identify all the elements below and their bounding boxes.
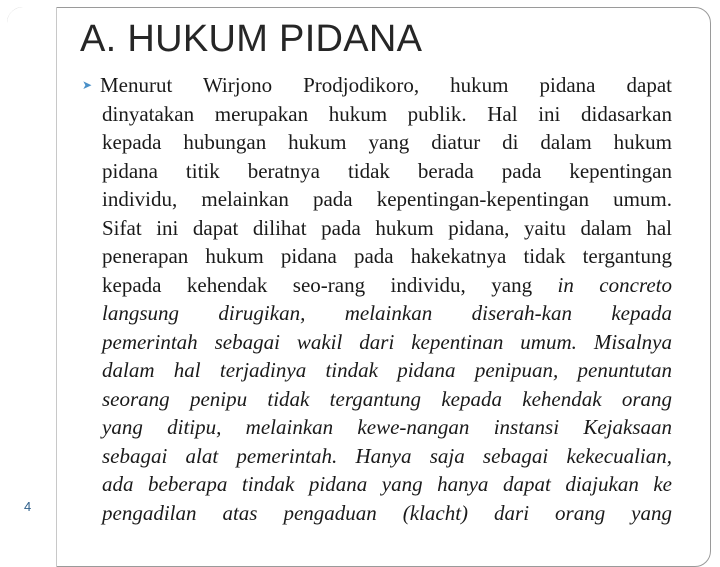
body-line: pengadilan atas pengaduan (klacht) dari orang yang bbox=[102, 500, 672, 525]
body-line: sebagai alat pemerintah. Hanya saja sebagai kekecualian, bbox=[102, 443, 672, 468]
body-line: ada beberapa tindak pidana yang hanya dapat diajukan ke bbox=[102, 472, 672, 496]
bullet-paragraph bbox=[82, 71, 672, 527]
body-line: pemerintah sebagai wakil dari kepentinan umum. Misalnya bbox=[102, 329, 672, 354]
body-line: pidana titik beratnya tidak berada pada kepentingan bbox=[102, 158, 672, 183]
slide-body bbox=[82, 71, 672, 527]
slide-title: A. HUKUM PIDANA bbox=[80, 18, 423, 60]
body-line bbox=[102, 271, 672, 300]
page-number: 4 bbox=[24, 499, 32, 514]
body-line: dinyatakan merupakan hukum publik. Hal ini didasarkan bbox=[102, 101, 672, 126]
line-italic-tail: in concreto bbox=[557, 272, 672, 297]
bullet-icon: ➤ bbox=[82, 78, 93, 92]
line-text: Menurut Wirjono Prodjodikoro, hukum pidana dapat bbox=[100, 73, 672, 97]
body-line: seorang penipu tidak tergantung kepada kehendak orang bbox=[102, 386, 672, 411]
body-line bbox=[82, 71, 672, 100]
body-line: Sifat ini dapat dilihat pada hukum pidana, yaitu dalam hal bbox=[102, 215, 672, 240]
body-line: langsung dirugikan, melainkan diserah-kan kepada bbox=[102, 301, 672, 325]
body-line: yang ditipu, melainkan kewe-nangan instansi Kejaksaan bbox=[102, 415, 672, 439]
line-text: kepada kehendak seo-rang individu, yang bbox=[102, 272, 533, 297]
body-line: kepada hubungan hukum yang diatur di dalam hukum bbox=[102, 130, 672, 154]
body-line: penerapan hukum pidana pada hakekatnya tidak tergantung bbox=[102, 244, 672, 268]
slide-left-strip bbox=[7, 7, 57, 567]
body-line: dalam hal terjadinya tindak pidana penipuan, penuntutan bbox=[102, 358, 672, 382]
body-line: individu, melainkan pada kepentingan-kepentingan umum. bbox=[102, 187, 672, 211]
